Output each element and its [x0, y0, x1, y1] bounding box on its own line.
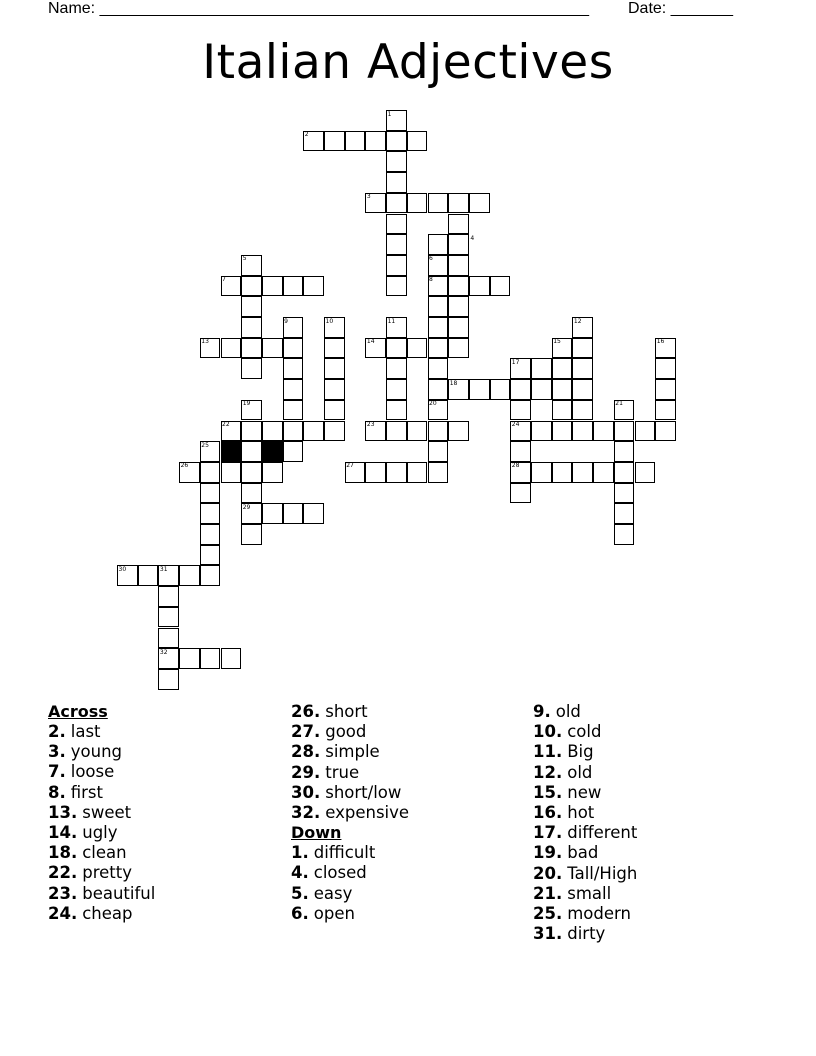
- crossword-cell[interactable]: [428, 296, 449, 317]
- crossword-cell[interactable]: [552, 379, 573, 400]
- crossword-cell[interactable]: [241, 462, 262, 483]
- clue-number: 5.: [291, 883, 309, 903]
- clue-number: 31.: [533, 924, 563, 944]
- crossword-cell[interactable]: [531, 462, 552, 483]
- crossword-cell[interactable]: [635, 421, 656, 442]
- clue-item: [48, 803, 155, 823]
- clue-number-label: 25: [201, 441, 209, 449]
- crossword-cell[interactable]: [138, 565, 159, 586]
- clue-number: 26.: [291, 702, 321, 721]
- clue-number: 28.: [291, 742, 321, 762]
- crossword-cell[interactable]: [200, 565, 221, 586]
- crossword-cell[interactable]: [428, 421, 449, 442]
- crossword-cell[interactable]: [158, 669, 179, 690]
- clue-item: [533, 864, 637, 884]
- crossword-cell[interactable]: [572, 400, 593, 421]
- clue-number-label: 17: [511, 358, 520, 366]
- clue-item: [533, 722, 637, 742]
- crossword-cell[interactable]: [386, 358, 407, 379]
- clue-item: [533, 904, 637, 924]
- crossword-cell[interactable]: [221, 462, 242, 483]
- crossword-cell[interactable]: [221, 338, 242, 359]
- across-heading: Across: [48, 702, 108, 721]
- clue-text: closed: [313, 863, 367, 883]
- clue-number: 14.: [48, 822, 78, 842]
- crossword-cell[interactable]: [614, 441, 635, 462]
- crossword-cell[interactable]: [386, 131, 407, 152]
- crossword-cell[interactable]: [448, 317, 469, 338]
- clue-number-label: 22: [222, 421, 230, 428]
- crossword-cell[interactable]: [324, 358, 345, 379]
- date-label: Date:: [628, 0, 667, 17]
- clue-text: cold: [567, 722, 602, 742]
- crossword-cell[interactable]: [428, 379, 449, 400]
- clue-item: [291, 803, 409, 823]
- crossword-cell[interactable]: [324, 338, 345, 359]
- clue-number-label: 11: [387, 317, 396, 325]
- crossword-cell[interactable]: [614, 462, 635, 483]
- crossword-cell[interactable]: [552, 358, 573, 379]
- crossword-cell[interactable]: [407, 421, 428, 442]
- clue-item: [291, 863, 409, 883]
- crossword-cell[interactable]: [262, 276, 283, 297]
- crossword-cell[interactable]: [303, 421, 324, 442]
- crossword-cell[interactable]: [510, 379, 531, 400]
- clue-text: bad: [567, 843, 599, 863]
- crossword-cell[interactable]: [200, 503, 221, 524]
- crossword-cell[interactable]: [200, 545, 221, 566]
- clue-number-label: 30: [118, 565, 127, 573]
- crossword-cell[interactable]: [655, 358, 676, 379]
- page-title: Italian Adjectives: [202, 35, 614, 90]
- crossword-cell[interactable]: [324, 131, 345, 152]
- crossword-cell[interactable]: [158, 607, 179, 628]
- crossword-cell[interactable]: [386, 421, 407, 442]
- crossword-cell[interactable]: [200, 483, 221, 504]
- clue-number: 32.: [291, 802, 321, 822]
- clue-item: [533, 803, 637, 823]
- clue-item: [533, 843, 637, 863]
- crossword-cell[interactable]: [407, 462, 428, 483]
- clue-number: 23.: [48, 883, 78, 903]
- crossword-cell[interactable]: [448, 255, 469, 276]
- clue-number-label: 7: [222, 276, 226, 284]
- crossword-cell[interactable]: [324, 421, 345, 442]
- clue-text: small: [567, 883, 612, 903]
- clue-number: 4.: [291, 863, 309, 883]
- crossword-cell[interactable]: [655, 421, 676, 442]
- crossword-cell[interactable]: [386, 172, 407, 193]
- crossword-cell[interactable]: [303, 503, 324, 524]
- crossword-cell[interactable]: [572, 358, 593, 379]
- clue-number: 16.: [533, 802, 563, 822]
- clue-number: 20.: [533, 863, 563, 883]
- crossword-cell[interactable]: [428, 441, 449, 462]
- clue-number: 6.: [291, 903, 309, 923]
- crossword-cell[interactable]: [283, 441, 304, 462]
- crossword-cell[interactable]: [407, 193, 428, 214]
- clue-number-label: 32: [159, 648, 168, 656]
- clue-number-label: 12: [573, 317, 582, 325]
- clue-number: 15.: [533, 782, 563, 802]
- name-blank[interactable]: _______________________________________________________: [99, 0, 589, 17]
- clues-column-3: [533, 702, 637, 944]
- crossword-cell[interactable]: [572, 421, 593, 442]
- crossword-cell[interactable]: [241, 421, 262, 442]
- crossword-cell[interactable]: [428, 462, 449, 483]
- crossword-cell[interactable]: [572, 338, 593, 359]
- clue-number-label: 15: [553, 338, 561, 346]
- crossword-cell[interactable]: [262, 338, 283, 359]
- clue-text: open: [313, 903, 355, 923]
- clue-number: 25.: [533, 903, 563, 923]
- crossword-cell[interactable]: [469, 193, 490, 214]
- clue-item: [533, 763, 637, 783]
- crossword-cell[interactable]: [448, 234, 469, 255]
- date-blank[interactable]: _______: [670, 0, 733, 17]
- clue-text: sweet: [82, 802, 132, 822]
- clue-item: [48, 843, 155, 863]
- crossword-cell[interactable]: [303, 276, 324, 297]
- crossword-cell[interactable]: [283, 276, 304, 297]
- clue-number: 10.: [533, 722, 563, 742]
- crossword-cell[interactable]: [386, 255, 407, 276]
- crossword-cell[interactable]: [386, 234, 407, 255]
- clue-item: [48, 823, 155, 843]
- crossword-cell[interactable]: [386, 151, 407, 172]
- crossword-cell[interactable]: [386, 276, 407, 297]
- clue-number: 21.: [533, 883, 563, 903]
- clue-text: expensive: [325, 802, 410, 822]
- crossword-cell[interactable]: [490, 276, 511, 297]
- crossword-cell[interactable]: [614, 524, 635, 545]
- crossword-cell[interactable]: [428, 234, 449, 255]
- clue-number-label: 26: [180, 462, 189, 470]
- clue-text: cheap: [82, 903, 133, 923]
- crossword-cell[interactable]: [283, 503, 304, 524]
- clue-number-label: 13: [201, 338, 209, 346]
- crossword-cell[interactable]: [614, 483, 635, 504]
- crossword-cell[interactable]: [635, 462, 656, 483]
- crossword-cell[interactable]: [510, 441, 531, 462]
- crossword-cell[interactable]: [386, 193, 407, 214]
- clue-item: [48, 742, 155, 762]
- clue-item: [533, 823, 637, 843]
- crossword-cell[interactable]: [262, 462, 283, 483]
- crossword-cell[interactable]: [428, 317, 449, 338]
- clue-number: 17.: [533, 823, 563, 843]
- clue-number-label: 19: [242, 400, 251, 408]
- crossword-cell[interactable]: [552, 462, 573, 483]
- clue-number-label: 16: [656, 338, 665, 346]
- crossword-cell[interactable]: [386, 214, 407, 235]
- crossword-cell[interactable]: [386, 379, 407, 400]
- crossword-cell[interactable]: [241, 276, 262, 297]
- crossword-cell[interactable]: [241, 524, 262, 545]
- crossword-cell[interactable]: [365, 462, 386, 483]
- clue-text: short/low: [325, 782, 402, 802]
- clue-text: old: [567, 762, 593, 782]
- crossword-cell[interactable]: [324, 400, 345, 421]
- clue-item: [48, 722, 155, 742]
- clue-item: [48, 863, 155, 883]
- clue-number-label: 20: [429, 400, 437, 408]
- clue-text: young: [70, 742, 122, 762]
- crossword-cell[interactable]: [241, 317, 262, 338]
- clue-text: easy: [313, 883, 353, 903]
- clue-number: 24.: [48, 903, 78, 923]
- crossword-cell[interactable]: [448, 214, 469, 235]
- clue-number-label: 6: [429, 255, 433, 263]
- clue-text: dirty: [567, 924, 606, 944]
- black-square: [221, 441, 242, 462]
- black-square: [262, 441, 283, 462]
- crossword-cell[interactable]: [241, 296, 262, 317]
- crossword-cell[interactable]: [531, 358, 552, 379]
- clue-item: [291, 722, 409, 742]
- crossword-cell[interactable]: [448, 421, 469, 442]
- clue-number-label: 21: [615, 400, 623, 408]
- clue-item: [291, 702, 409, 722]
- crossword-cell[interactable]: [158, 628, 179, 649]
- crossword-cell[interactable]: [572, 379, 593, 400]
- clue-item: [48, 884, 155, 904]
- crossword-cell[interactable]: [655, 379, 676, 400]
- clue-text: difficult: [313, 843, 376, 863]
- clue-number: 11.: [533, 742, 563, 762]
- crossword-cell[interactable]: [614, 503, 635, 524]
- clue-number-label: 8: [429, 276, 433, 284]
- clue-text: ugly: [82, 822, 118, 842]
- crossword-cell[interactable]: [386, 338, 407, 359]
- clue-number-label: 1: [387, 110, 392, 118]
- crossword-cell[interactable]: [552, 421, 573, 442]
- crossword-cell[interactable]: [428, 358, 449, 379]
- crossword-cell[interactable]: [200, 462, 221, 483]
- clue-number: 22.: [48, 863, 78, 883]
- crossword-cell[interactable]: [283, 400, 304, 421]
- clue-item: [48, 783, 155, 803]
- crossword-cell[interactable]: [283, 358, 304, 379]
- clue-item: [533, 783, 637, 803]
- clue-text: true: [325, 762, 360, 782]
- crossword-cell[interactable]: [179, 565, 200, 586]
- clue-number-label: 23: [366, 421, 375, 428]
- name-label: Name:: [48, 0, 96, 17]
- clue-item: [291, 783, 409, 803]
- crossword-cell[interactable]: [469, 276, 490, 297]
- clue-text: old: [555, 702, 581, 721]
- clue-number-label: 18: [449, 379, 458, 387]
- crossword-cell[interactable]: [262, 421, 283, 442]
- clue-number: 27.: [291, 722, 321, 742]
- clue-text: hot: [567, 802, 595, 822]
- clue-text: loose: [70, 762, 115, 782]
- crossword-cell[interactable]: [158, 586, 179, 607]
- clue-item: [48, 762, 155, 782]
- down-heading: Down: [291, 823, 342, 843]
- crossword-cell[interactable]: [386, 462, 407, 483]
- clue-text: clean: [82, 843, 127, 863]
- crossword-cell[interactable]: [241, 483, 262, 504]
- clue-number-label: 27: [346, 462, 354, 470]
- crossword-cell[interactable]: [283, 379, 304, 400]
- clues-column-2: [291, 702, 409, 924]
- clue-item: [291, 884, 409, 904]
- crossword-cell[interactable]: [531, 379, 552, 400]
- crossword-cell[interactable]: [428, 193, 449, 214]
- crossword-cell[interactable]: [407, 338, 428, 359]
- clue-number-label: 14: [366, 338, 375, 346]
- crossword-cell[interactable]: [614, 421, 635, 442]
- clue-text: first: [70, 782, 103, 802]
- clue-item: [533, 742, 637, 762]
- clue-item: [48, 904, 155, 924]
- crossword-cell[interactable]: [200, 648, 221, 669]
- clue-number: 18.: [48, 843, 78, 863]
- clue-text: Big: [567, 742, 594, 762]
- crossword-cell[interactable]: [593, 462, 614, 483]
- clue-text: pretty: [82, 863, 132, 883]
- clue-number: 30.: [291, 782, 321, 802]
- crossword-cell[interactable]: [200, 524, 221, 545]
- clue-number: 13.: [48, 802, 78, 822]
- clue-text: Tall/High: [567, 863, 638, 883]
- clue-number: 12.: [533, 762, 563, 782]
- clue-number-label: 5: [242, 255, 247, 263]
- clue-number-label: 24: [511, 421, 520, 428]
- crossword-cell[interactable]: [552, 400, 573, 421]
- crossword-cell[interactable]: [490, 379, 511, 400]
- crossword-cell[interactable]: [510, 483, 531, 504]
- clue-number-label: 2: [304, 131, 309, 139]
- clue-number: 19.: [533, 843, 563, 863]
- crossword-cell[interactable]: [655, 400, 676, 421]
- clue-text: good: [325, 722, 367, 742]
- crossword-cell[interactable]: [221, 648, 242, 669]
- clue-text: new: [567, 782, 602, 802]
- crossword-cell[interactable]: [386, 400, 407, 421]
- clue-number-label: 10: [325, 317, 334, 325]
- crossword-cell[interactable]: [283, 338, 304, 359]
- clue-number: 1.: [291, 843, 309, 863]
- clue-item: [533, 924, 637, 944]
- crossword-cell[interactable]: [241, 441, 262, 462]
- crossword-cell[interactable]: [179, 648, 200, 669]
- crossword-cell[interactable]: [448, 193, 469, 214]
- clue-number: 2.: [48, 722, 66, 741]
- crossword-cell[interactable]: [593, 421, 614, 442]
- crossword-cell[interactable]: [241, 338, 262, 359]
- clue-item: [291, 843, 409, 863]
- crossword-cell[interactable]: [262, 503, 283, 524]
- clue-text: modern: [567, 903, 631, 923]
- crossword-cell[interactable]: [283, 421, 304, 442]
- crossword-cell[interactable]: [345, 131, 366, 152]
- clue-text: beautiful: [82, 883, 156, 903]
- clue-number-label: 9: [284, 317, 288, 325]
- clues-column-1: [48, 702, 155, 924]
- clue-item: [533, 702, 637, 722]
- clue-item: [291, 742, 409, 762]
- crossword-cell[interactable]: [407, 131, 428, 152]
- clue-number: 8.: [48, 782, 66, 802]
- crossword-cell[interactable]: [531, 421, 552, 442]
- clue-number-label: 28: [511, 462, 520, 470]
- clue-number-label: 29: [242, 503, 251, 511]
- clue-number-label: 31: [159, 565, 168, 573]
- crossword-cell[interactable]: [510, 400, 531, 421]
- crossword-cell[interactable]: [324, 379, 345, 400]
- clue-number: 29.: [291, 762, 321, 782]
- clue-number: 9.: [533, 702, 551, 721]
- crossword-cell[interactable]: [448, 276, 469, 297]
- crossword-cell[interactable]: [448, 296, 469, 317]
- clue-text: last: [70, 722, 101, 741]
- clue-item: [533, 884, 637, 904]
- clue-text: different: [567, 823, 638, 843]
- clue-text: short: [325, 702, 368, 721]
- clue-number: 7.: [48, 762, 66, 782]
- clue-item: [291, 763, 409, 783]
- clue-number-label: 4: [470, 234, 475, 242]
- crossword-cell[interactable]: [241, 358, 262, 379]
- crossword-cell[interactable]: [365, 131, 386, 152]
- clue-number-label: 3: [366, 193, 371, 201]
- clue-text: simple: [325, 742, 380, 762]
- crossword-cell[interactable]: [469, 379, 490, 400]
- crossword-cell[interactable]: [572, 462, 593, 483]
- clue-number: 3.: [48, 742, 66, 762]
- crossword-cell[interactable]: [448, 338, 469, 359]
- crossword-cell[interactable]: [428, 338, 449, 359]
- clue-item: [291, 904, 409, 924]
